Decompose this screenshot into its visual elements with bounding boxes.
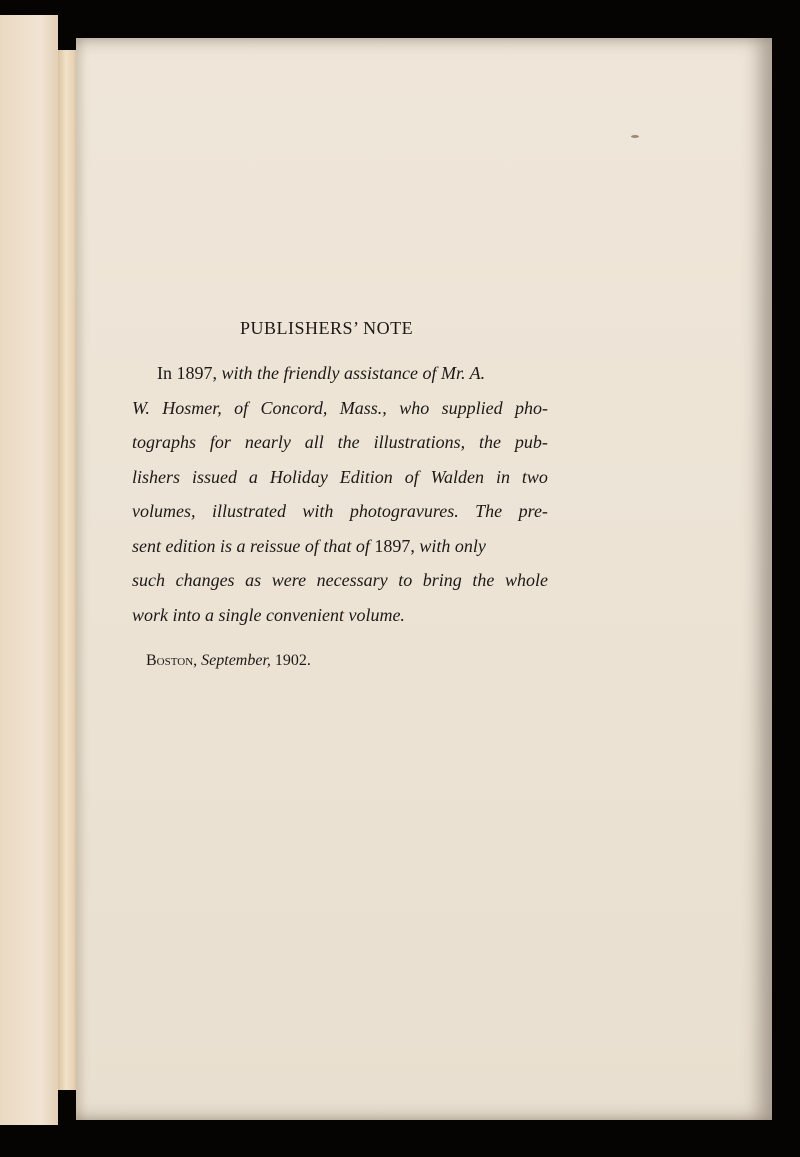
text-line [132,563,548,598]
text-segment: In 1897, [157,363,217,383]
word: necessary [316,570,388,590]
word: illustrated [211,501,286,521]
page-title: PUBLISHERS’ NOTE [240,318,414,338]
word: in [495,466,510,487]
text-line [132,529,548,564]
word: pho- [514,397,548,418]
text-line [132,391,548,426]
word: whole [504,570,548,590]
word: Walden [430,466,484,487]
word: pub- [514,432,548,452]
text-segment [132,425,548,460]
signature-year: 1902. [270,652,311,669]
text-segment [132,494,548,529]
word: for [209,432,231,452]
text-line [132,356,548,391]
word: the [337,432,360,452]
word: the [472,570,495,590]
word: Mass., [339,397,387,418]
word: photogravures. [349,501,459,521]
text-segment: with only [414,535,486,556]
text-segment [132,460,548,495]
word: volumes, [132,501,196,521]
text-line [132,598,548,633]
word: bring [422,570,462,590]
word: Holiday [269,466,328,487]
word: as [245,570,262,590]
word: all [304,432,324,452]
word: two [521,466,548,487]
text-segment: sent edition is a reissue of that of [132,535,370,556]
text-segment: with the friendly assistance of Mr. A. [217,363,486,383]
word: W. [132,397,150,418]
word: Edition [339,466,393,487]
word: The [475,501,503,521]
word: tographs [132,432,197,452]
word: of [234,397,249,418]
text-segment: 1897, [369,535,415,556]
word: changes [175,570,235,590]
facing-page [0,15,58,1125]
word: illustrations, [373,432,466,452]
paper-speck [631,135,639,138]
text-segment [132,391,548,426]
word: were [271,570,307,590]
text-segment [132,563,548,598]
signature-place: Boston, [146,652,198,669]
word: lishers [132,466,181,487]
text-segment: work into a single convenient volume. [132,604,405,625]
page-edges [58,50,78,1090]
signature-month: September, [197,652,271,669]
word: pre- [518,501,548,521]
word: to [398,570,413,590]
signature-line [146,652,311,670]
word: such [132,570,165,590]
text-line [132,460,548,495]
note-body [132,356,548,632]
word: a [248,466,258,487]
word: of [404,466,419,487]
word: with [302,501,334,521]
word: the [479,432,501,452]
word: Concord, [260,397,328,418]
word: supplied [441,397,503,418]
text-line [132,494,548,529]
word: nearly [244,432,291,452]
word: issued [191,466,237,487]
word: who [399,397,430,418]
word: Hosmer, [162,397,222,418]
text-line [132,425,548,460]
